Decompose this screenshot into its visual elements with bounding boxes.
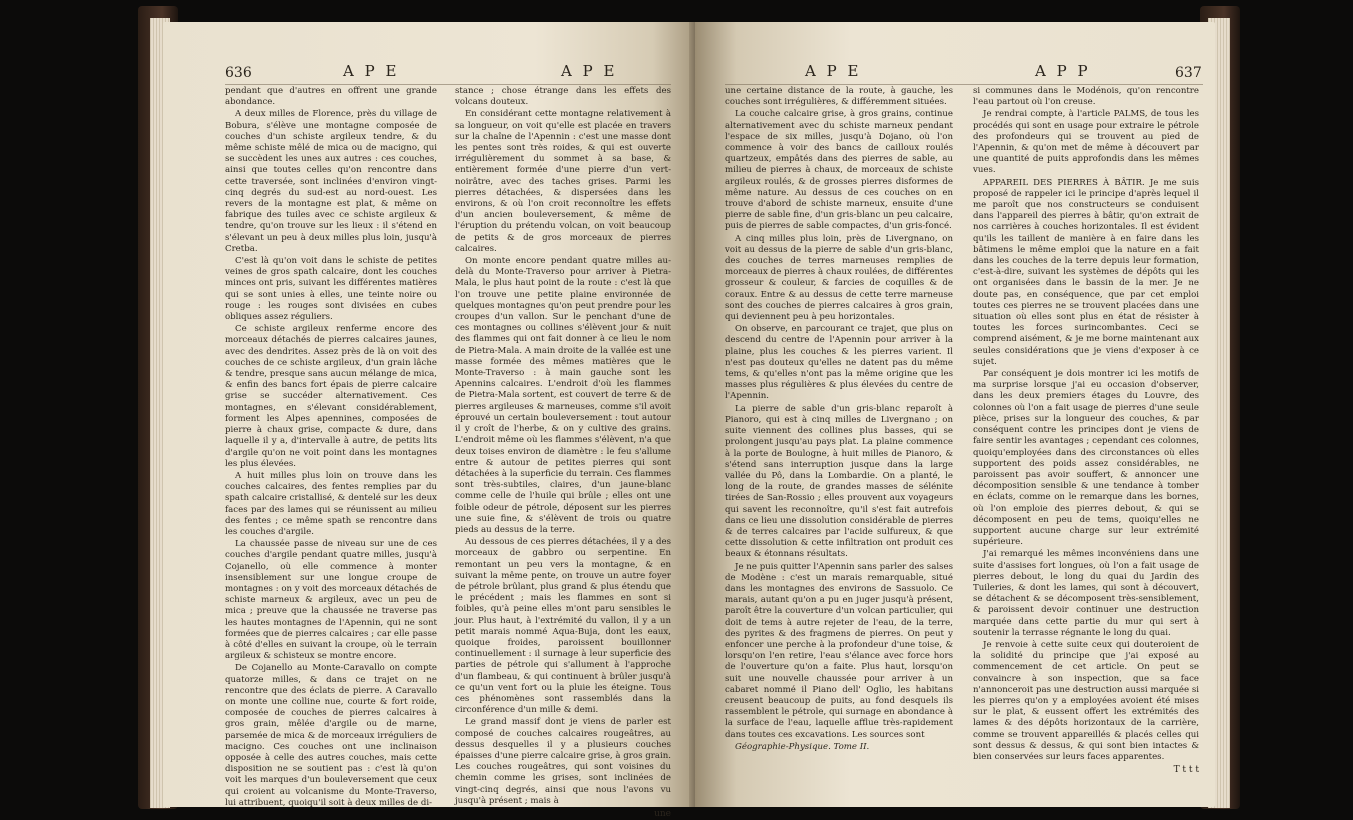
paragraph: Je rendrai compte, à l'article PALMS, de tous les procédés qui sont en usage pour extraire le pétrole des profondeurs qui se trouvent au pied de l'Apennin, & qu'on met de même à découvert par une quantité de puits approfondis dans les mêmes vues. [973,109,1199,176]
left-page-column-1 [225,86,437,808]
paragraph: si communes dans le Modénois, qu'on rencontre l'eau partout où l'on creuse. [973,86,1199,108]
page-footer: Géographie-Physique. Tome II. [735,741,870,752]
left-page [163,22,695,819]
paragraph: Ce schiste argileux renferme encore des morceaux détachés de pierres calcaires jaunes, avec des dendrites. Assez près de là on voit des couches de ce schiste argileux, d'un grain lâche & tendre, presque sans aucun mélange de mica, & enfin des bancs fort épais de pierre calcaire grise se succéder alternativement. Ces montagnes, en s'élevant considérablement, forment les Alpes apennines, composées de pierre à chaux grise, compacte & dure, dans laquelle il y a, d'intervalle à autre, de petits lits d'argile qu'on ne voit point dans les montagnes les plus élevées. [225,324,437,469]
left-head-rule [225,84,671,85]
paragraph: une certaine distance de la route, à gauche, les couches sont irrégulières, & différemment situées. [725,86,953,108]
paragraph: La couche calcaire grise, à gros grains, continue alternativement avec du schiste marneux pendant l'espace de six milles, jusqu'à Dojano, où l'on commence à voir des bancs de cailloux roulés quartzeux, empâtés dans des pierres de sable, au milieu de pierres à chaux, de morceaux de schiste argileux roulés, & de grosses pierres disformes de même nature. Au dessus de ces couches on en trouve d'abord de schiste marneux, ensuite d'une pierre de sable fine, d'un gris-blanc un peu calcaire, puis de pierres de sable compactes, d'un gris-foncé. [725,109,953,232]
right-page-number: 637 [1175,65,1202,81]
right-page-column-2 [973,86,1199,802]
paragraph: La pierre de sable d'un gris-blanc reparoît à Pianoro, qui est à cinq milles de Livergnano ; on suite viennent des collines plus basses, qui se prolongent jusqu'au pays plat. La plaine commence à la porte de Boulogne, à huit milles de Pianoro, & s'étend sans interruption jusque dans la large vallée du Pô, dans la Lombardie. On a planté, le long de la route, de grandes masses de sélénite tirées de San-Rossio ; elles prouvent aux voyageurs qui savent les reconnoître, qu'il s'est fait autrefois dans ce lieu une dissolution considérable de pierres & de terres calcaires par l'acide sulfureux, & que cette dissolution & cette infiltration ont produit ces beaux & étonnans résultats. [725,403,953,560]
paragraph: A cinq milles plus loin, près de Livergnano, on voit au dessus de la pierre de sable d'un gris-blanc, des couches de terres marneuses remplies de morceaux de pierres à chaux roulées, de différentes grosseur & couleur, & farcies de coquilles & de coraux. Entre & au dessus de cette terre marneuse sont des couches de pierres calcaires à gros grain, qui deviennent peu à peu horizontales. [725,233,953,323]
paragraph: pendant que d'autres en offrent une grande abondance. [225,86,437,108]
paragraph: De Cojanello au Monte-Caravallo on compte quatorze milles, & dans ce trajet on ne rencontre que des éclats de pierre. A Caravallo on monte une colline nue, courte & fort roide, composée de couches de pierres calcaires à gros grain, mêlée d'argile ou de marne, parsemée de mica & de morceaux irréguliers de macigno. Ces couches ont une inclinaison opposée à celle des autres couches, mais cette disposition ne se soutient pas : c'est là qu'on voit les marques d'un bouleversement que ceux qui croient au volcanisme du Monte-Traverso, lui attribuent, quoiqu'il soit à deux milles de di- [225,663,437,808]
paragraph: En considérant cette montagne relativement à sa longueur, on voit qu'elle est placée en travers sur la chaîne de l'Apennin : c'est une masse dont les pentes sont très roides, & qui est ouverte irrégulièrement du sommet à sa base, & entièrement formée d'une pierre d'un vert-noirâtre, avec des taches grises. Parmi les pierres détachées, & dispersées dans les environs, & où l'on croit reconnoître les effets d'un ancien bouleversement, & même de l'éruption du prétendu volcan, on voit beaucoup de petits & de gros morceaux de pierres calcaires. [455,109,671,254]
catch-word: une [654,809,671,819]
paragraph: Je renvoie à cette suite ceux qui douteroient de la solidité du principe que j'ai exposé au commencement de cet article. On peut se convaincre à son inspection, que sa face n'annonceroit pas une destruction aussi marquée si les pierres qu'on y a employées avoient été mises sur le plat, & eussent offert les extrémités des lames & des dépôts horizontaux de la carrière, comme se trouvent appareillés & placés celles qui sont dessus & dessus, & qui sont bien intactes & bien conservées sur leurs faces apparentes. [973,639,1199,762]
paragraph: Je ne puis quitter l'Apennin sans parler des salses de Modène : c'est un marais remarquable, situé dans les montagnes des environs de Sassuolo. Ce marais, autant qu'on a pu en juger jusqu'à présent, paroît être la couverture d'un volcan particulier, qui doit de tems à autre rejeter de l'eau, de la terre, des pyrites & des fragmens de pierres. On peut y enfoncer une perche à la profondeur d'une toise, & lorsqu'on l'en retire, l'eau s'élance avec force hors de l'ouverture qu'on a faite. Plus haut, lorsqu'on suit une nouvelle chaussée pour arriver à un cabaret nommé il Piano dell' Oglio, les habitans creusent beaucoup de puits, au fond desquels ils rassemblent le pétrole, qui surnage en abondance à la surface de l'eau, laquelle afflue très-rapidement dans toutes ces excavations. Les sources sont [725,561,953,740]
article-heading-paragraph: APPAREIL DES PIERRES À BÂTIR. Je me suis proposé de rappeler ici le principe d'après lequel il me paroît que nos constructeurs se conduisent dans l'appareil des pierres à bâtir, qu'on extrait de nos carrières à couches horizontales. Il est évident qu'ils les taillent de manière à en faire dans les bâtimens le même emploi que la nature en a fait dans les couches de la terre depuis leur formation, c'est-à-dire, suivant les systèmes de dépôts qui les ont organisées dans le bassin de la mer. Je ne doute pas, en conséquence, que par cet emploi toutes ces pierres ne se trouvent placées dans une situation où elles sont plus en état de résister à toutes les forces surincombantes. Ceci se comprend aisément, & je me borne maintenant aux seules considérations que je viens d'exposer à ce sujet. [973,177,1199,367]
paragraph: Par conséquent je dois montrer ici les motifs de ma surprise lorsque j'ai eu occasion d'observer, dans les deux premiers étages du Louvre, des colonnes où l'on a fait usage de pierres d'une seule pièce, prises sur la longueur des couches, & par conséquent contre les principes dont je viens de faire sentir les avantages ; cependant ces colonnes, quoiqu'employées dans des circonstances où elles supportent des poids assez considérables, ne paroissent pas avoir souffert, & annoncer une décomposition sensible & une tendance à tomber en éclats, comme on le remarque dans les bornes, où l'on emploie des pierres debout, & qui se décomposent en peu de tems, quoiqu'elles ne supportent aucune charge sur leur extrémité supérieure. [973,369,1199,548]
right-page [695,22,1215,807]
signature-mark: T t t t [1173,765,1199,776]
left-running-head-1: A P E [343,62,400,80]
right-page-column-1 [725,86,953,802]
left-page-number: 636 [225,65,252,81]
paragraph: A huit milles plus loin on trouve dans les couches calcaires, des fentes remplies par du spath calcaire cristallisé, & dentelé sur les deux faces par des lames qui se réunissent au milieu des fentes ; ce même spath se rencontre dans les couches d'argile. [225,470,437,537]
paragraph: Le grand massif dont je viens de parler est composé de couches calcaires rougeâtres, au dessus desquelles il y a plusieurs couches épaisses d'une pierre calcaire grise, à gros grain. Les couches rougeâtres, qui sont voisines du chemin comme les grises, sont inclinées de vingt-cinq degrés, ainsi que nous l'avons vu jusqu'à présent ; mais à [455,717,671,806]
right-running-head-2: A P P [1035,62,1091,80]
left-running-head-2: A P E [561,62,618,80]
paragraph: stance ; chose étrange dans les effets des volcans douteux. [455,86,671,108]
paragraph: Au dessous de ces pierres détachées, il y a des morceaux de gabbro ou serpentine. En remontant un peu vers la montagne, & en suivant la même pente, on trouve un autre foyer de pétrole brûlant, plus grand & plus étendu que le précédent ; mais les flammes en sont si foibles, qu'à peine elles m'ont paru sensibles le jour. Plus haut, à l'extrémité du vallon, il y a un petit marais nommé Aqua-Buja, dont les eaux, quoique froides, paroissent bouillonner continuellement : il surnage à leur superficie des parties de pétrole qui s'allument à l'approche d'un flambeau, & qui continuent à brûler jusqu'à ce qu'un vent fort ou la pluie les éteigne. Tous ces phénomènes sont rassemblés dans la circonférence d'un mille & demi. [455,537,671,716]
right-head-rule [725,84,1203,85]
paragraph: On observe, en parcourant ce trajet, que plus on descend du centre de l'Apennin pour arriver à la plaine, plus les couches & les pierres varient. Il n'est pas douteux qu'elles ne datent pas du même tems, & qu'elles n'ont pas la même origine que les masses plus régulières & plus élevées du centre de l'Apennin. [725,324,953,402]
paragraph: A deux milles de Florence, près du village de Bobura, s'élève une montagne composée de couches d'un schiste argileux tendre, & du même schiste mêlé de mica ou de macigno, qui se succèdent les unes aux autres : ces couches, ainsi que toutes celles qu'on rencontre dans cette traversée, sont inclinées d'environ vingt-cinq degrés du sud-est au nord-ouest. Les revers de la montagne est plat, & même on fabrique des tuiles avec ce schiste argileux & tendre, qu'on trouve sur les lieux : il s'étend en s'élevant un peu à deux milles plus loin, jusqu'à Cretba. [225,109,437,254]
left-page-column-2 [455,86,671,819]
paragraph: C'est là qu'on voit dans le schiste de petites veines de gros spath calcaire, dont les couches minces ont pris, suivant les différentes matières qui se sont unies à elles, une teinte noire ou rouge : les rouges sont divisées en cubes obliques assez réguliers. [225,256,437,323]
paragraph: La chaussée passe de niveau sur une de ces couches d'argile pendant quatre milles, jusqu'à Cojanello, où elle commence à monter insensiblement sur une longue croupe de montagnes : on y voit des morceaux détachés de schiste marneux & argileux, avec un peu de mica ; preuve que la chaussée ne traverse pas les hautes montagnes de l'Apennin, qui ne sont formées que de pierres calcaires ; car elle passe à côté d'elles en suivant la croupe, où le terrain argileux & schisteux se montre encore. [225,539,437,662]
paragraph: J'ai remarqué les mêmes inconvéniens dans une suite d'assises fort longues, où l'on a fait usage de pierres debout, le long du quai du Jardin des Tuileries, & dont les lames, qui sont à découvert, se détachent & se décomposent très-sensiblement, & paroissent devoir continuer une destruction marquée dans cette partie du mur qui sert à soutenir la terrasse régnante le long du quai. [973,549,1199,638]
right-running-head-1: A P E [805,62,862,80]
paragraph: On monte encore pendant quatre milles au-delà du Monte-Traverso pour arriver à Pietra-Mala, le plus haut point de la route : c'est là que l'on trouve une petite plaine environnée de quelques montagnes qu'on peut prendre pour les croupes d'un vallon. Sur le penchant d'une de ces montagnes ou collines s'élèvent jour & nuit des flammes qui ont fait donner à ce lieu le nom de Pietra-Mala. A main droite de la vallée est une masse formée des mêmes matières que le Monte-Traverso : à main gauche sont les Apennins calcaires. L'endroit d'où les flammes de Pietra-Mala sortent, est couvert de terre & de pierres argileuses & marneuses, comme s'il avoit éprouvé un certain bouleversement : tout autour il y croît de l'herbe, & on y cultive des grains. L'endroit même où les flammes s'élèvent, n'a que deux toises environ de diamètre : le feu s'allume entre & autour de petites pierres qui sont détachées à la superficie du terrain. Ces flammes sont très-subtiles, claires, d'un jaune-blanc comme celle de l'huile qui brûle ; elles ont une foible odeur de pétrole, déposent sur les pierres une suie fine, & s'élèvent de trois ou quatre pieds au dessus de la terre. [455,256,671,535]
